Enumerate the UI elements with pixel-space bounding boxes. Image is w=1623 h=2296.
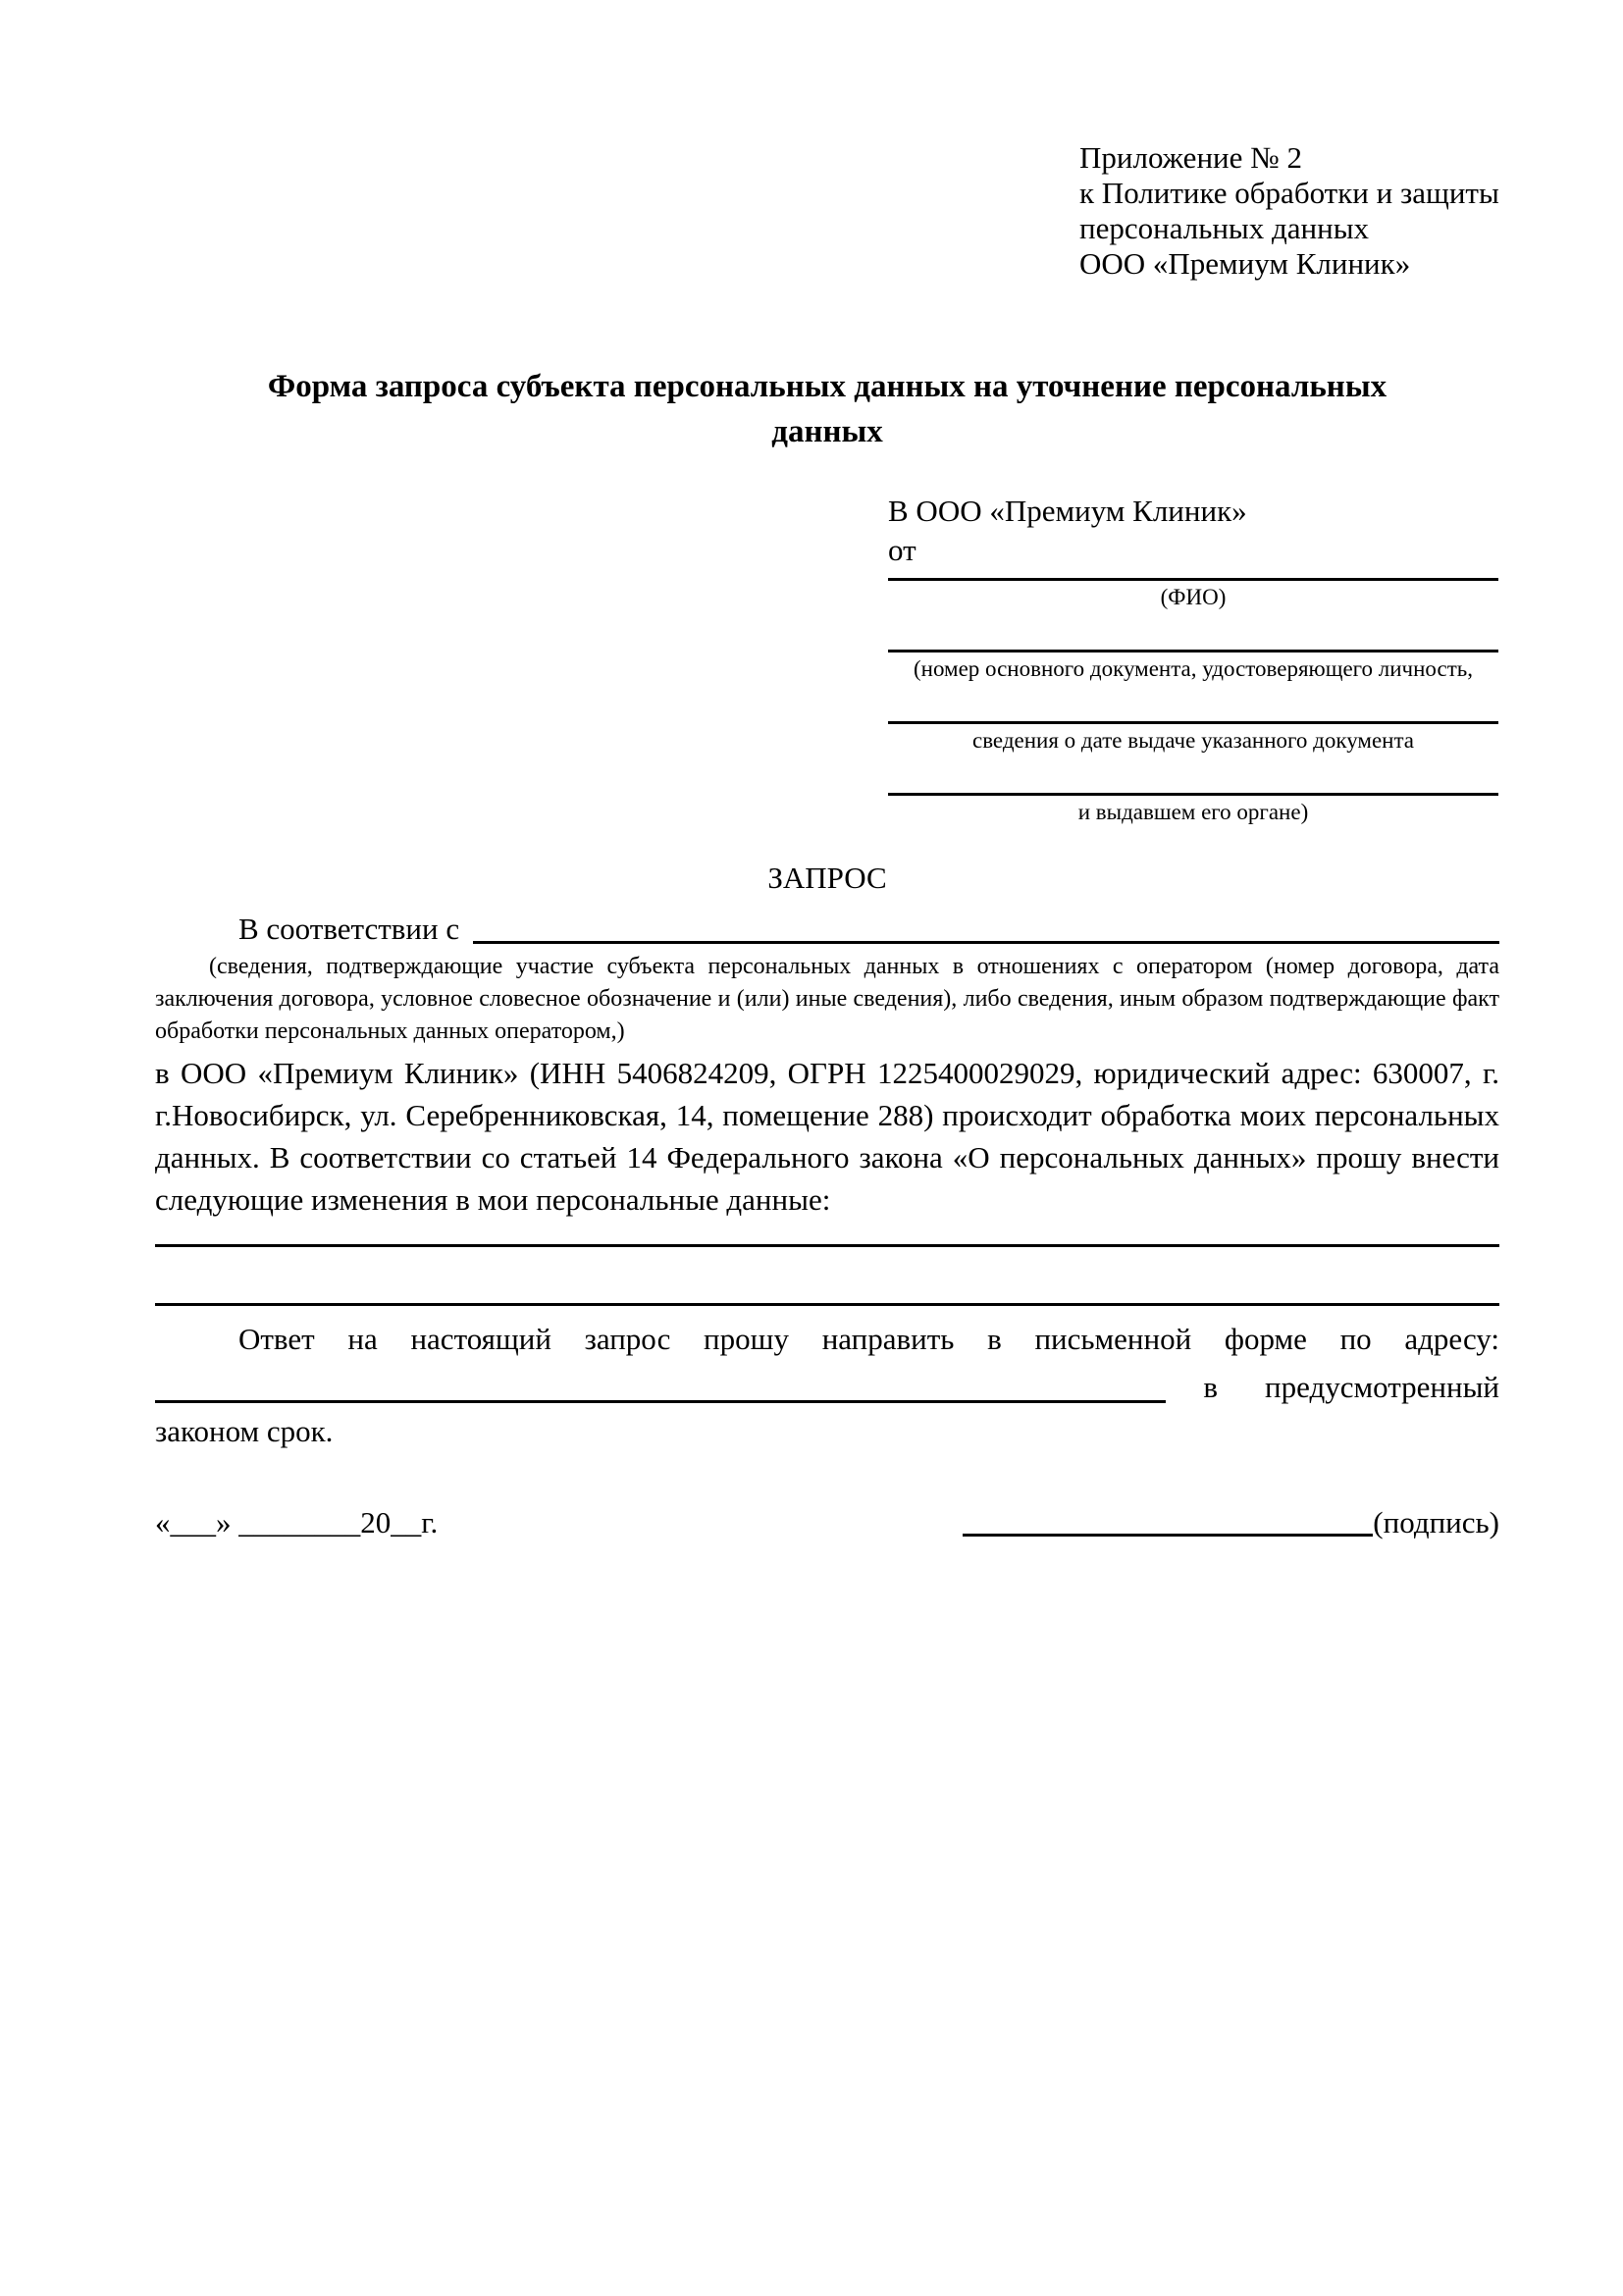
reply-address-line xyxy=(155,1366,1499,1408)
reply-tail-word-1: в xyxy=(1203,1370,1219,1404)
issuing-authority-field xyxy=(888,793,1498,825)
intro-blank-line xyxy=(473,910,1499,944)
changes-blank-line-1 xyxy=(155,1244,1499,1247)
fio-blank-line xyxy=(888,578,1498,581)
appendix-line: персональных данных xyxy=(1079,211,1370,245)
addressee-org: В ООО «Премиум Клиник» xyxy=(888,494,1247,528)
intro-text: В соответствии с xyxy=(238,912,460,946)
intro-footnote: (сведения, подтверждающие участие субъекта персональных данных в отношениях с оператором (номер договора, дата заключения договора, условное словесное обозначение и (или) иные сведения), либо сведения, иным образом подтверждающие факт обработки персональных данных оператором,) xyxy=(155,954,1499,1044)
fio-field xyxy=(888,578,1498,610)
intro-line xyxy=(155,910,1499,949)
reply-closing: законом срок. xyxy=(155,1414,334,1448)
intro-indent xyxy=(155,910,238,949)
addressee-from-label: от xyxy=(888,533,916,567)
appendix-block xyxy=(1079,140,1499,282)
document-number-field xyxy=(888,650,1498,682)
signature-area xyxy=(963,1503,1499,1542)
document-number-caption: (номер основного документа, удостоверяющего личность, xyxy=(913,656,1473,681)
reply-tail xyxy=(1166,1366,1499,1408)
request-body: в ООО «Премиум Клиник» (ИНН 5406824209, ОГРН 1225400029029, юридический адрес: 630007, г. г.Новосибирск, ул. Серебренниковская, 14, помещение 288) происходит обработка моих персональных данных. В соответствии со статьей 14 Федерального закона «О персональных данных» прошу внести следующие изменения в мои персональные данные: xyxy=(155,1056,1499,1217)
issuing-authority-blank-line xyxy=(888,793,1498,796)
addressee-block xyxy=(888,492,1498,825)
date-line: «___» ________20__г. xyxy=(155,1505,439,1539)
document-number-blank-line xyxy=(888,650,1498,652)
reply-sentence: Ответ на настоящий запрос прошу направить в письменной форме по адресу: xyxy=(238,1322,1499,1356)
signature-blank-line xyxy=(963,1534,1373,1537)
request-heading: ЗАПРОС xyxy=(767,861,887,895)
footer-row xyxy=(155,1503,1499,1542)
reply-tail-word-2: предусмотренный xyxy=(1265,1370,1499,1404)
fio-caption: (ФИО) xyxy=(1160,585,1227,609)
changes-blank-line-2 xyxy=(155,1303,1499,1306)
appendix-line: к Политике обработки и защиты xyxy=(1079,176,1499,210)
appendix-line: ООО «Премиум Клиник» xyxy=(1079,246,1411,281)
address-blank-line xyxy=(155,1400,1166,1403)
issue-date-caption: сведения о дате выдаче указанного документа xyxy=(971,728,1415,753)
signature-caption: (подпись) xyxy=(1373,1505,1499,1539)
issuing-authority-caption: и выдавшем его органе) xyxy=(1077,800,1309,824)
issue-date-field xyxy=(888,721,1498,754)
issue-date-blank-line xyxy=(888,721,1498,724)
appendix-line: Приложение № 2 xyxy=(1079,140,1302,175)
form-title: Форма запроса субъекта персональных данных на уточнение персональных данных xyxy=(267,369,1387,449)
